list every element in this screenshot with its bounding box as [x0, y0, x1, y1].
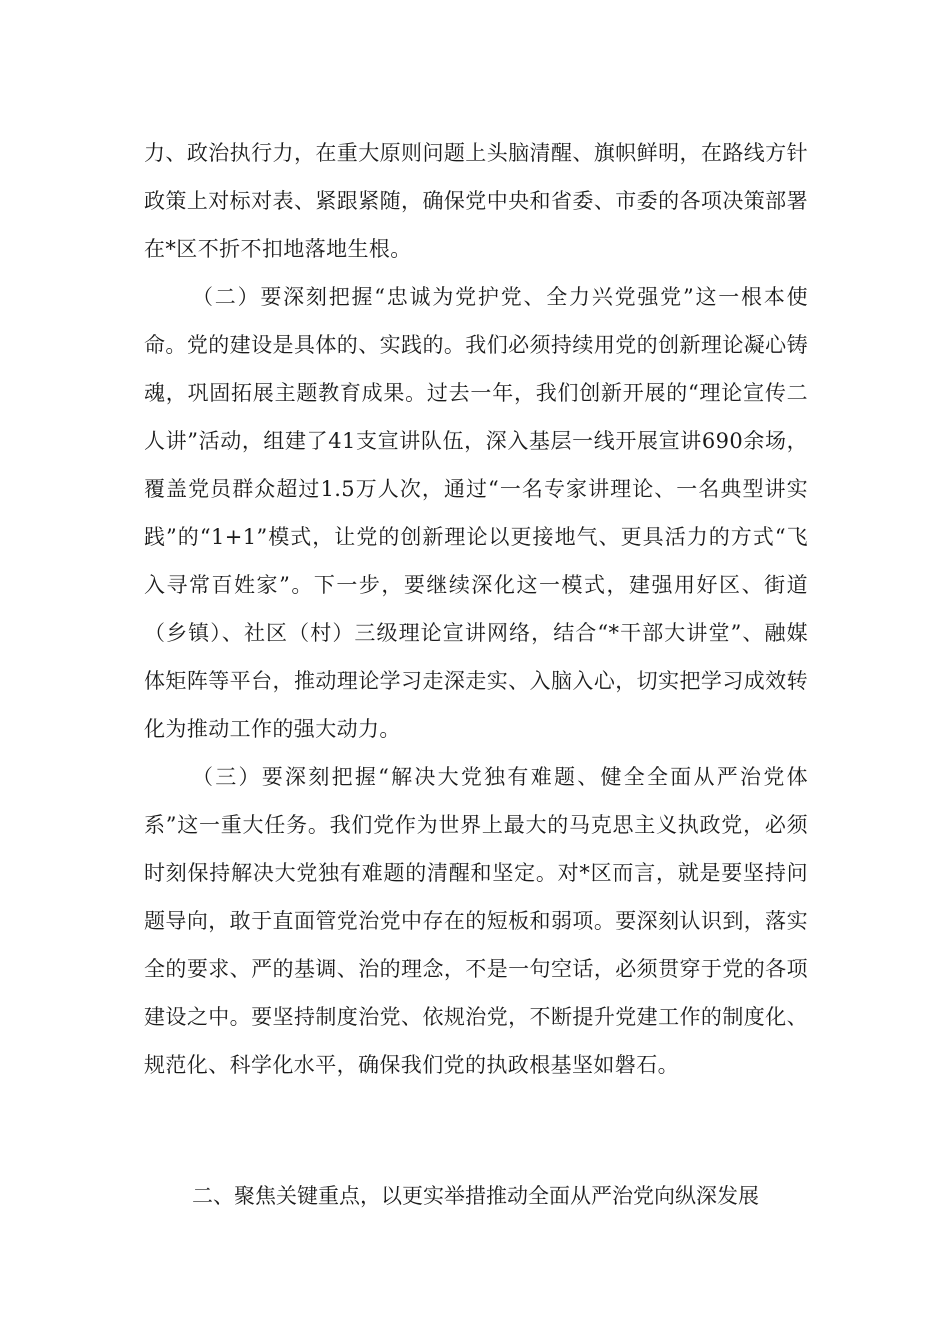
paragraph-section-2: （二）要深刻把握“忠诚为党护党、全力兴党强党”这一根本使命。党的建设是具体的、实践的。我们必须持续用党的创新理论凝心铸魂，巩固拓展主题教育成果。过去一年，我们创新开展的“理论宣传二人讲”活动，组建了41支宣讲队伍，深入基层一线开展宣讲690余场，覆盖党员群众超过1.5万人次，通过“一名专家讲理论、一名典型讲实践”的“1+1”模式，让党的创新理论以更接地气、更具活力的方式“飞入寻常百姓家”。下一步，要继续深化这一模式，建强用好区、街道（乡镇）、社区（村）三级理论宣讲网络，结合“*干部大讲堂”、融媒体矩阵等平台，推动理论学习走深走实、入脑入心，切实把学习成效转化为推动工作的强大动力。	[144, 285, 808, 741]
document-body	[144, 129, 808, 1089]
paragraph-section-3: （三）要深刻把握“解决大党独有难题、健全全面从严治党体系”这一重大任务。我们党作为世界上最大的马克思主义执政党，必须时刻保持解决大党独有难题的清醒和坚定。对*区而言，就是要坚持问题导向，敢于直面管党治党中存在的短板和弱项。要深刻认识到，落实全的要求、严的基调、治的理念，不是一句空话，必须贯穿于党的各项建设之中。要坚持制度治党、依规治党，不断提升党建工作的制度化、规范化、科学化水平，确保我们党的执政根基坚如磐石。	[144, 765, 808, 1077]
paragraph-continuation: 力、政治执行力，在重大原则问题上头脑清醒、旗帜鲜明，在路线方针政策上对标对表、紧跟紧随，确保党中央和省委、市委的各项决策部署在*区不折不扣地落地生根。	[144, 141, 808, 261]
section-heading: 二、聚焦关键重点，以更实举措推动全面从严治党向纵深发展	[192, 1184, 759, 1208]
